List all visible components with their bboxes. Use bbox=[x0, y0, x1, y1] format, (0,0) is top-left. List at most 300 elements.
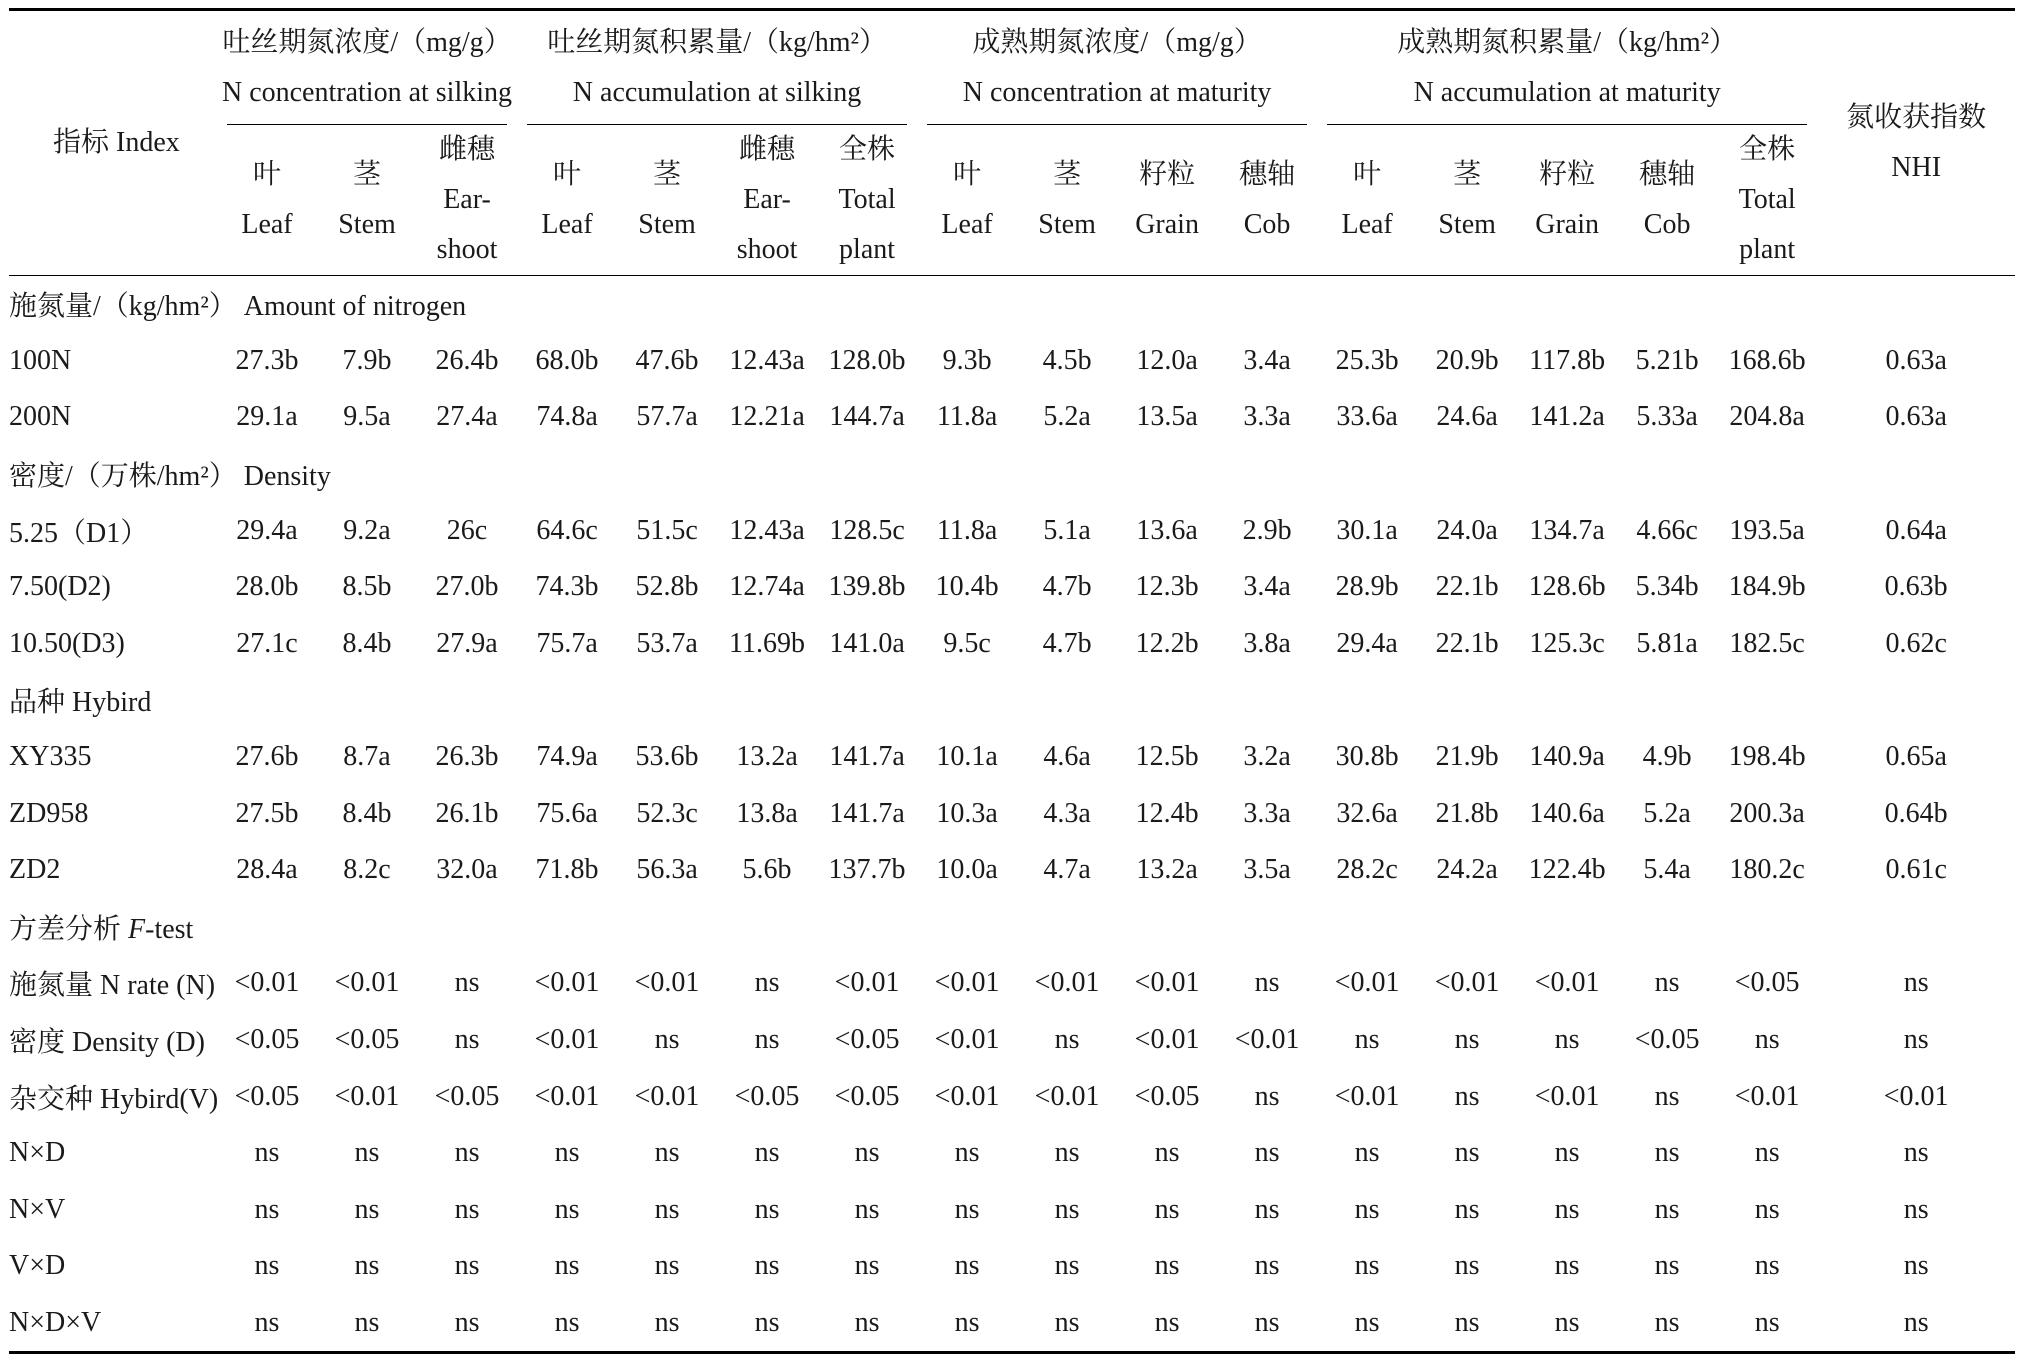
table-cell: 74.3b bbox=[535, 571, 599, 603]
table-cell: <0.05 bbox=[834, 1080, 900, 1112]
subheader-cell bbox=[417, 125, 517, 276]
table-cell: 10.3a bbox=[936, 797, 998, 829]
group-header-silking-concentration bbox=[217, 10, 517, 126]
table-cell: 11.69b bbox=[729, 627, 806, 659]
table-cell: ns bbox=[1317, 1295, 1417, 1353]
row-label: ZD2 bbox=[9, 854, 61, 886]
table-cell: 68.0b bbox=[535, 344, 599, 376]
table-cell: <0.01 bbox=[334, 1080, 400, 1112]
table-cell: ns bbox=[254, 1137, 280, 1169]
table-cell: 20.9b bbox=[1435, 344, 1499, 376]
table-cell: 28.2c bbox=[1336, 854, 1398, 886]
group-title-en: N accumulation at silking bbox=[572, 77, 862, 108]
subheader-text: 籽粒 bbox=[1539, 159, 1596, 190]
table-cell: 32.6a bbox=[1336, 797, 1398, 829]
table-cell: <0.05 bbox=[1134, 1080, 1200, 1112]
table-cell: ns bbox=[554, 1193, 580, 1225]
table-cell: 28.4a bbox=[236, 854, 298, 886]
table-cell: 3.3a bbox=[1243, 797, 1291, 829]
subheader-text: Ear- bbox=[443, 184, 491, 215]
subheader-cell bbox=[1517, 125, 1617, 276]
table-cell: ns bbox=[854, 1250, 880, 1282]
table-cell: 56.3a bbox=[636, 854, 698, 886]
group-header-maturity-accumulation bbox=[1317, 10, 1817, 126]
table-row bbox=[9, 1182, 2015, 1239]
table-cell: 0.64b bbox=[1884, 797, 1948, 829]
table-row bbox=[9, 559, 2015, 616]
table-cell: 26.1b bbox=[435, 797, 499, 829]
table-cell: 29.1a bbox=[236, 401, 298, 433]
table-cell: ns bbox=[1354, 1250, 1380, 1282]
subheader-cell bbox=[817, 125, 917, 276]
subheader-text: 雌穗 bbox=[739, 134, 796, 165]
table-cell: 28.9b bbox=[1335, 571, 1399, 603]
table-cell: 74.9a bbox=[536, 741, 598, 773]
table-cell: 5.33a bbox=[1636, 401, 1698, 433]
table-cell: 4.7b bbox=[1042, 571, 1092, 603]
table-cell: ns bbox=[517, 1295, 617, 1353]
table-cell: ns bbox=[854, 1137, 880, 1169]
section-label-prefix: 方差分析 bbox=[9, 913, 129, 945]
table-cell: 9.2a bbox=[343, 514, 391, 546]
group-title-en: N concentration at silking bbox=[221, 77, 513, 108]
table-cell: 5.4a bbox=[1643, 854, 1691, 886]
table-cell: 5.1a bbox=[1043, 514, 1091, 546]
table-cell: 9.3b bbox=[942, 344, 992, 376]
table-cell: ns bbox=[954, 1137, 980, 1169]
subheader-text: Leaf bbox=[941, 209, 993, 240]
table-cell: 27.4a bbox=[436, 401, 498, 433]
table-cell: ns bbox=[454, 1193, 480, 1225]
table-cell: 140.6a bbox=[1529, 797, 1605, 829]
table-cell: 25.3b bbox=[1335, 344, 1399, 376]
table-cell: 4.66c bbox=[1636, 514, 1698, 546]
subheader-text: Stem bbox=[638, 209, 696, 240]
table-cell: <0.01 bbox=[1734, 1080, 1800, 1112]
table-cell: 180.2c bbox=[1729, 854, 1805, 886]
subheader-text: 全株 bbox=[1739, 134, 1796, 165]
table-cell: 4.7a bbox=[1043, 854, 1091, 886]
table-cell: ns bbox=[1903, 1193, 1929, 1225]
table-cell: 10.1a bbox=[936, 741, 998, 773]
table-cell: <0.01 bbox=[1134, 967, 1200, 999]
table-cell: ns bbox=[1454, 1193, 1480, 1225]
table-cell: 3.3a bbox=[1243, 401, 1291, 433]
table-cell: ns bbox=[854, 1193, 880, 1225]
subheader-cell bbox=[1617, 125, 1717, 276]
subheader-text: 茎 bbox=[352, 159, 381, 190]
table-cell: 200.3a bbox=[1729, 797, 1805, 829]
table-row bbox=[9, 616, 2015, 673]
group-title-zh: 吐丝期氮浓度/（mg/g） bbox=[222, 27, 512, 58]
table-cell: ns bbox=[454, 967, 480, 999]
table-cell: ns bbox=[354, 1193, 380, 1225]
table-cell: <0.01 bbox=[534, 1080, 600, 1112]
table-cell: 53.6b bbox=[635, 741, 699, 773]
subheader-text: Total bbox=[1738, 184, 1796, 215]
table-cell: ns bbox=[1454, 1024, 1480, 1056]
subheader-text: 叶 bbox=[252, 159, 281, 190]
group-header-row bbox=[9, 10, 2015, 126]
table-row bbox=[9, 1068, 2015, 1125]
table-cell: <0.05 bbox=[734, 1080, 800, 1112]
table-cell: ns bbox=[1903, 1024, 1929, 1056]
table-cell: 27.5b bbox=[235, 797, 299, 829]
table-cell: <0.01 bbox=[334, 967, 400, 999]
table-cell: 5.2a bbox=[1043, 401, 1091, 433]
table-cell: <0.01 bbox=[934, 967, 1000, 999]
table-cell: ns bbox=[1454, 1137, 1480, 1169]
table-cell: 7.9b bbox=[342, 344, 392, 376]
table-cell: 10.4b bbox=[935, 571, 999, 603]
table-cell: ns bbox=[954, 1250, 980, 1282]
table-cell: ns bbox=[1654, 1193, 1680, 1225]
table-cell: ns bbox=[817, 1295, 917, 1353]
table-row bbox=[9, 785, 2015, 842]
subheader-text: shoot bbox=[736, 234, 798, 265]
table-cell: ns bbox=[1054, 1024, 1080, 1056]
subheader-text: 穗轴 bbox=[1639, 159, 1696, 190]
table-cell: 22.1b bbox=[1435, 571, 1499, 603]
nhi-header bbox=[1817, 10, 2015, 276]
subheader-text: Stem bbox=[338, 209, 396, 240]
table-cell: 12.21a bbox=[729, 401, 805, 433]
table-cell: ns bbox=[1817, 1295, 2015, 1353]
table-cell: ns bbox=[1454, 1080, 1480, 1112]
table-cell: 28.0b bbox=[235, 571, 299, 603]
table-cell: ns bbox=[617, 1295, 717, 1353]
subheader-text: Stem bbox=[1438, 209, 1496, 240]
table-cell: ns bbox=[1903, 967, 1929, 999]
table-cell: ns bbox=[1754, 1193, 1780, 1225]
section-label-italic: F bbox=[128, 913, 146, 945]
table-row bbox=[9, 502, 2015, 559]
table-cell: 4.6a bbox=[1043, 741, 1091, 773]
row-label: 200N bbox=[9, 401, 72, 433]
subheader-cell bbox=[317, 125, 417, 276]
table-cell: 75.7a bbox=[536, 627, 598, 659]
table-cell: 141.2a bbox=[1529, 401, 1605, 433]
table-cell: 47.6b bbox=[635, 344, 699, 376]
row-label: 杂交种 Hybird(V) bbox=[9, 1083, 219, 1115]
table-cell: 9.5c bbox=[943, 627, 991, 659]
table-cell: <0.05 bbox=[434, 1080, 500, 1112]
table-cell: 27.1c bbox=[236, 627, 298, 659]
table-cell: 29.4a bbox=[236, 514, 298, 546]
table-cell: 12.4b bbox=[1135, 797, 1199, 829]
subheader-text: Leaf bbox=[541, 209, 593, 240]
table-cell: 27.6b bbox=[235, 741, 299, 773]
subheader-text: Grain bbox=[1535, 209, 1599, 240]
subheader-text: 全株 bbox=[839, 134, 896, 165]
table-cell: <0.05 bbox=[834, 1024, 900, 1056]
subheader-text: Cob bbox=[1243, 209, 1291, 240]
table-cell: 11.8a bbox=[936, 514, 998, 546]
table-cell: 5.6b bbox=[742, 854, 792, 886]
table-cell: ns bbox=[454, 1024, 480, 1056]
table-cell: ns bbox=[1354, 1024, 1380, 1056]
table-cell: <0.05 bbox=[234, 1024, 300, 1056]
table-cell: ns bbox=[1654, 1137, 1680, 1169]
table-cell: <0.01 bbox=[1134, 1024, 1200, 1056]
table-cell: 128.0b bbox=[828, 344, 906, 376]
table-cell: ns bbox=[454, 1137, 480, 1169]
table-cell: 0.61c bbox=[1885, 854, 1947, 886]
table-cell: 125.3c bbox=[1529, 627, 1605, 659]
row-label: 10.50(D3) bbox=[9, 627, 125, 659]
table-cell: 3.4a bbox=[1243, 344, 1291, 376]
table-cell: ns bbox=[1254, 1193, 1280, 1225]
subheader-text: 茎 bbox=[1053, 159, 1082, 190]
row-label: 7.50(D2) bbox=[9, 571, 111, 603]
table-cell: ns bbox=[1117, 1295, 1217, 1353]
table-cell: ns bbox=[354, 1250, 380, 1282]
table-cell: ns bbox=[1054, 1250, 1080, 1282]
table-row bbox=[9, 955, 2015, 1012]
table-cell: 12.2b bbox=[1135, 627, 1199, 659]
table-cell: 32.0a bbox=[436, 854, 498, 886]
subheader-text: 叶 bbox=[553, 159, 582, 190]
table-cell: ns bbox=[1654, 1250, 1680, 1282]
table-cell: ns bbox=[1254, 967, 1280, 999]
table-cell: ns bbox=[1754, 1250, 1780, 1282]
section-label: 品种 Hybird bbox=[9, 687, 152, 719]
table-cell: 30.1a bbox=[1336, 514, 1398, 546]
table-cell: <0.01 bbox=[1034, 967, 1100, 999]
table-cell: <0.05 bbox=[234, 1080, 300, 1112]
table-cell: ns bbox=[754, 967, 780, 999]
table-cell: ns bbox=[917, 1295, 1017, 1353]
table-row bbox=[9, 333, 2015, 390]
table-cell: ns bbox=[1903, 1250, 1929, 1282]
table-row bbox=[9, 389, 2015, 446]
subheader-text: 雌穗 bbox=[439, 134, 496, 165]
table-cell: ns bbox=[1417, 1295, 1517, 1353]
table-cell: 64.6c bbox=[536, 514, 598, 546]
table-cell: 24.0a bbox=[1436, 514, 1498, 546]
table-cell: 12.0a bbox=[1136, 344, 1198, 376]
table-cell: 52.3c bbox=[636, 797, 698, 829]
table-cell: 22.1b bbox=[1435, 627, 1499, 659]
table-cell: ns bbox=[1054, 1137, 1080, 1169]
table-cell: <0.01 bbox=[634, 967, 700, 999]
table-cell: <0.01 bbox=[934, 1080, 1000, 1112]
subheader-cell bbox=[617, 125, 717, 276]
section-label: 密度/（万株/hm²） Density bbox=[9, 461, 331, 493]
subheader-cell bbox=[517, 125, 617, 276]
subheader-text: plant bbox=[839, 234, 896, 265]
table-cell: 26c bbox=[446, 514, 488, 546]
table-cell: ns bbox=[1554, 1024, 1580, 1056]
table-cell: ns bbox=[1654, 967, 1680, 999]
table-cell: ns bbox=[1054, 1193, 1080, 1225]
table-cell: 26.3b bbox=[435, 741, 499, 773]
table-cell: ns bbox=[1254, 1250, 1280, 1282]
table-cell: 24.2a bbox=[1436, 854, 1498, 886]
table-container bbox=[9, 8, 2015, 1354]
table-cell: <0.05 bbox=[1734, 967, 1800, 999]
row-label: 100N bbox=[9, 344, 72, 376]
table-cell: 8.5b bbox=[342, 571, 392, 603]
table-cell: 13.2a bbox=[1136, 854, 1198, 886]
table-cell: 204.8a bbox=[1729, 401, 1805, 433]
subheader-text: 籽粒 bbox=[1139, 159, 1196, 190]
table-row bbox=[9, 1238, 2015, 1295]
group-title-zh: 成熟期氮积累量/（kg/hm²） bbox=[1397, 27, 1738, 58]
row-label: N×D×V bbox=[9, 1295, 217, 1353]
table-cell: ns bbox=[1154, 1193, 1180, 1225]
table-cell: ns bbox=[554, 1137, 580, 1169]
section-label-suffix: -test bbox=[145, 913, 194, 945]
table-cell: 182.5c bbox=[1729, 627, 1805, 659]
table-cell: 193.5a bbox=[1729, 514, 1805, 546]
table-cell: 4.9b bbox=[1642, 741, 1692, 773]
table-cell: ns bbox=[317, 1295, 417, 1353]
subheader-row bbox=[9, 125, 2015, 276]
table-header bbox=[9, 10, 2015, 276]
table-cell: 0.63a bbox=[1885, 344, 1947, 376]
subheader-text: Leaf bbox=[241, 209, 293, 240]
table-cell: 12.5b bbox=[1135, 741, 1199, 773]
table-cell: <0.01 bbox=[1034, 1080, 1100, 1112]
table-cell: 27.0b bbox=[435, 571, 499, 603]
table-cell: ns bbox=[1554, 1193, 1580, 1225]
table-cell: 8.4b bbox=[342, 627, 392, 659]
table-cell: 29.4a bbox=[1336, 627, 1398, 659]
table-cell: ns bbox=[1617, 1295, 1717, 1353]
table-cell: 57.7a bbox=[636, 401, 698, 433]
row-label: V×D bbox=[9, 1250, 66, 1282]
table-cell: 27.3b bbox=[235, 344, 299, 376]
table-cell: 141.7a bbox=[829, 797, 905, 829]
table-cell: <0.05 bbox=[334, 1024, 400, 1056]
subheader-cell bbox=[1217, 125, 1317, 276]
table-cell: 11.8a bbox=[936, 401, 998, 433]
table-cell: ns bbox=[1254, 1080, 1280, 1112]
table-cell: 21.8b bbox=[1435, 797, 1499, 829]
table-cell: <0.01 bbox=[1883, 1080, 1949, 1112]
table-cell: 12.43a bbox=[729, 514, 805, 546]
table-cell: ns bbox=[754, 1024, 780, 1056]
table-cell: 128.5c bbox=[829, 514, 905, 546]
row-label: XY335 bbox=[9, 741, 92, 773]
subheader-text: Cob bbox=[1643, 209, 1691, 240]
table-cell: ns bbox=[717, 1295, 817, 1353]
index-header: 指标 Index bbox=[9, 10, 217, 276]
table-cell: 71.8b bbox=[535, 854, 599, 886]
table-cell: ns bbox=[1154, 1137, 1180, 1169]
table-cell: ns bbox=[217, 1295, 317, 1353]
table-body bbox=[9, 276, 2015, 1353]
subheader-text: 茎 bbox=[653, 159, 682, 190]
subheader-text: Total bbox=[838, 184, 896, 215]
table-cell: 21.9b bbox=[1435, 741, 1499, 773]
table-cell: <0.01 bbox=[934, 1024, 1000, 1056]
table-cell: 52.8b bbox=[635, 571, 699, 603]
table-row bbox=[9, 1125, 2015, 1182]
table-cell: ns bbox=[1454, 1250, 1480, 1282]
table-row bbox=[9, 1295, 2015, 1353]
table-row bbox=[9, 842, 2015, 899]
table-cell: 144.7a bbox=[829, 401, 905, 433]
table-cell: <0.01 bbox=[1534, 1080, 1600, 1112]
row-label: N×D bbox=[9, 1137, 66, 1169]
subheader-cell bbox=[917, 125, 1017, 276]
section-label: 施氮量/（kg/hm²） Amount of nitrogen bbox=[9, 291, 467, 323]
table-cell: 8.2c bbox=[343, 854, 391, 886]
table-cell: 30.8b bbox=[1335, 741, 1399, 773]
table-cell: 13.2a bbox=[736, 741, 798, 773]
table-cell: ns bbox=[1554, 1137, 1580, 1169]
table-cell: ns bbox=[254, 1193, 280, 1225]
table-cell: 3.8a bbox=[1243, 627, 1291, 659]
table-cell: 13.6a bbox=[1136, 514, 1198, 546]
subheader-text: shoot bbox=[436, 234, 498, 265]
table-cell: 33.6a bbox=[1336, 401, 1398, 433]
group-title-zh: 吐丝期氮积累量/（kg/hm²） bbox=[547, 27, 887, 58]
subheader-cell bbox=[1717, 125, 1817, 276]
subheader-text: 穗轴 bbox=[1239, 159, 1296, 190]
table-cell: 134.7a bbox=[1529, 514, 1605, 546]
table-cell: ns bbox=[1354, 1193, 1380, 1225]
subheader-text: Stem bbox=[1038, 209, 1096, 240]
table-cell: 9.5a bbox=[343, 401, 391, 433]
table-cell: ns bbox=[654, 1250, 680, 1282]
table-cell: 53.7a bbox=[636, 627, 698, 659]
table-cell: ns bbox=[1754, 1137, 1780, 1169]
table-cell: 12.74a bbox=[729, 571, 805, 603]
table-cell: <0.01 bbox=[1334, 967, 1400, 999]
table-cell: 10.0a bbox=[936, 854, 998, 886]
table-cell: ns bbox=[1254, 1137, 1280, 1169]
table-cell: <0.01 bbox=[534, 1024, 600, 1056]
subheader-text: 茎 bbox=[1453, 159, 1482, 190]
section-row bbox=[9, 672, 2015, 729]
table-cell: ns bbox=[654, 1024, 680, 1056]
section-row bbox=[9, 446, 2015, 503]
subheader-cell bbox=[1017, 125, 1117, 276]
subheader-cell bbox=[1117, 125, 1217, 276]
table-cell: <0.01 bbox=[534, 967, 600, 999]
nhi-header-en: NHI bbox=[1891, 152, 1942, 183]
table-cell: 137.7b bbox=[828, 854, 906, 886]
table-cell: 75.6a bbox=[536, 797, 598, 829]
table-cell: <0.01 bbox=[834, 967, 900, 999]
table-cell: 0.62c bbox=[1885, 627, 1947, 659]
subheader-cell bbox=[717, 125, 817, 276]
table-cell: 51.5c bbox=[636, 514, 698, 546]
table-cell: ns bbox=[1217, 1295, 1317, 1353]
table-cell: 8.4b bbox=[342, 797, 392, 829]
nitrogen-data-table bbox=[9, 8, 2015, 1354]
nhi-header-zh: 氮收获指数 bbox=[1846, 102, 1987, 133]
table-cell: ns bbox=[1517, 1295, 1617, 1353]
table-cell: ns bbox=[654, 1137, 680, 1169]
table-cell: 27.9a bbox=[436, 627, 498, 659]
subheader-text: 叶 bbox=[953, 159, 982, 190]
table-cell: 0.63a bbox=[1885, 401, 1947, 433]
row-label: N×V bbox=[9, 1193, 66, 1225]
subheader-text: Leaf bbox=[1341, 209, 1393, 240]
table-cell: <0.01 bbox=[1334, 1080, 1400, 1112]
subheader-text: Ear- bbox=[743, 184, 791, 215]
table-cell: 4.5b bbox=[1042, 344, 1092, 376]
table-cell: ns bbox=[754, 1137, 780, 1169]
table-cell: ns bbox=[754, 1193, 780, 1225]
table-cell: 74.8a bbox=[536, 401, 598, 433]
subheader-cell bbox=[217, 125, 317, 276]
table-cell: ns bbox=[554, 1250, 580, 1282]
